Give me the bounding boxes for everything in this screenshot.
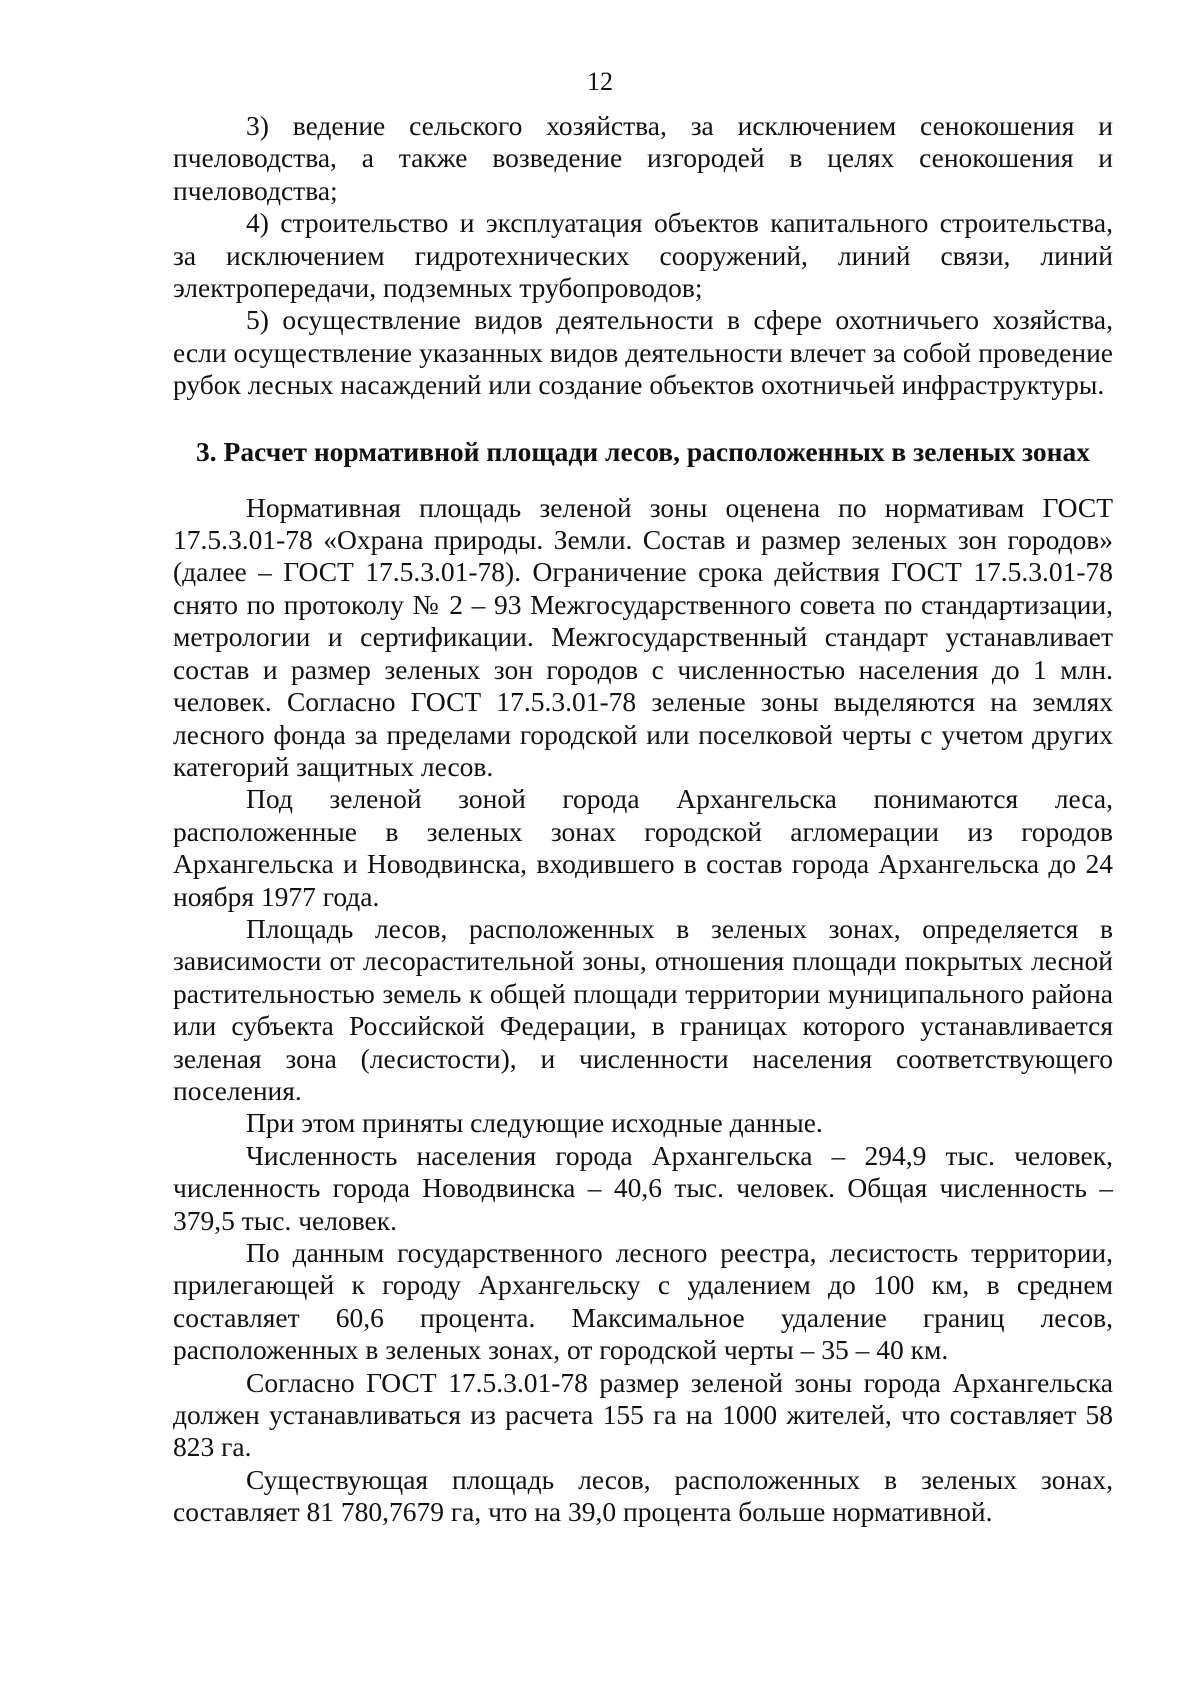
page-content [173, 110, 1113, 1529]
paragraph-normative-area: Нормативная площадь зеленой зоны оценена по нормативам ГОСТ 17.5.3.01-78 «Охрана природы. Земли. Состав и размер зеленых зон городов» (далее – ГОСТ 17.5.3.01-78). Ограничение срока действия ГОСТ 17.5.3.01-78 снято по протоколу № 2 – 93 Межгосударственного совета по стандартизации, метрологии и сертификации. Межгосударственный стандарт устанавливает состав и размер зеленых зон городов с численностью населения до 1 млн. человек. Согласно ГОСТ 17.5.3.01-78 зеленые зоны выделяются на землях лесного фонда за пределами городской или поселковой черты с учетом других категорий защитных лесов. [173, 491, 1113, 782]
list-item-3: 3) ведение сельского хозяйства, за исключением сенокошения и пчеловодства, а также возведение изгородей в целях сенокошения и пчеловодства; [173, 110, 1113, 206]
list-item-4: 4) строительство и эксплуатация объектов капитального строительства, за исключением гидротехнических сооружений, линий связи, линий электропередачи, подземных трубопроводов; [173, 207, 1113, 304]
paragraph-source-data-intro: При этом приняты следующие исходные данные. [246, 1107, 823, 1139]
paragraph-existing-area: Существующая площадь лесов, расположенных в зеленых зонах, составляет 81 780,7679 га, что на 39,0 процента больше нормативной. [173, 1463, 1113, 1528]
paragraph-area-determination: Площадь лесов, расположенных в зеленых зонах, определяется в зависимости от лесорастительной зоны, отношения площади покрытых лесной растительностью земель к общей площади территории муниципального района или субъекта Российской Федерации, в границах которого устанавливается зеленая зона (лесистости), и численности населения соответствующего поселения. [173, 912, 1113, 1106]
paragraph-forest-cover: По данным государственного лесного реестра, лесистость территории, прилегающей к городу Архангельску с удалением до 100 км, в среднем составляет 60,6 процента. Максимальное удаление границ лесов, расположенных в зеленых зонах, от городской черты – 35 – 40 км. [173, 1237, 1113, 1366]
paragraph-population: Численность населения города Архангельска – 294,9 тыс. человек, численность города Новодвинска – 40,6 тыс. человек. Общая численность – 379,5 тыс. человек. [173, 1139, 1113, 1236]
paragraph-gost-size: Согласно ГОСТ 17.5.3.01-78 размер зеленой зоны города Архангельска должен устанавливаться из расчета 155 га на 1000 жителей, что составляет 58 823 га. [173, 1366, 1113, 1463]
list-item-5: 5) осуществление видов деятельности в сфере охотничьего хозяйства, если осуществление указанных видов деятельности влечет за собой проведение рубок лесных насаждений или создание объектов охотничьей инфраструктуры. [173, 304, 1113, 401]
paragraph-green-zone-definition: Под зеленой зоной города Архангельска понимаются леса, расположенные в зеленых зонах городской агломерации из городов Архангельска и Новодвинска, входившего в состав города Архангельска до 24 ноября 1977 года. [173, 783, 1113, 912]
section-heading: 3. Расчет нормативной площади лесов, расположенных в зеленых зонах [196, 435, 1090, 467]
page-number: 12 [587, 67, 613, 96]
